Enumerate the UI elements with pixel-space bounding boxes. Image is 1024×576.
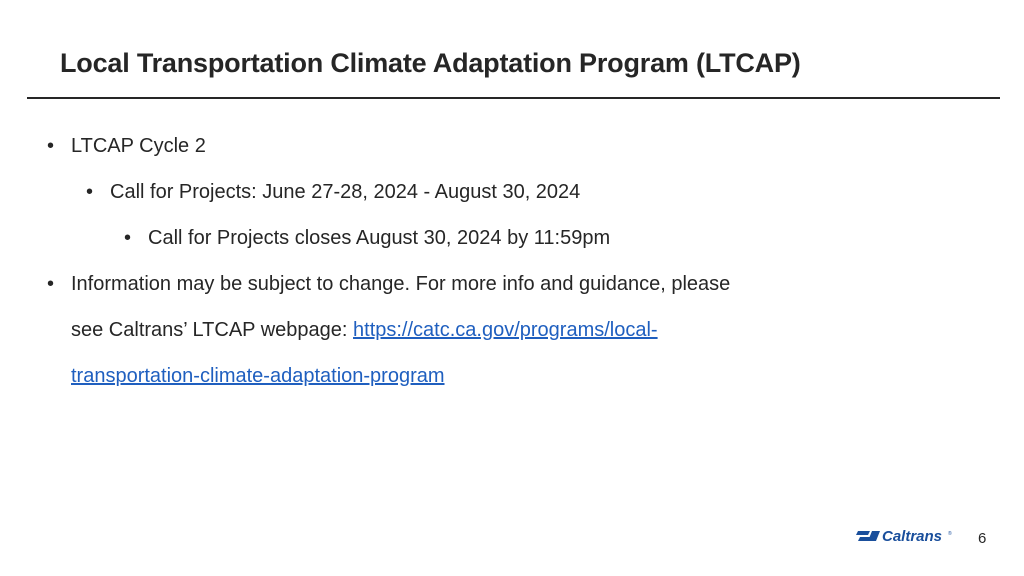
caltrans-logo-wordmark: Caltrans <box>882 528 943 545</box>
ltcap-webpage-link-continued[interactable]: transportation-climate-adaptation-program <box>71 365 445 387</box>
caltrans-logo-trademark: ® <box>948 531 952 537</box>
bullet-text-closes: Call for Projects closes August 30, 2024 by 11:59pm <box>148 227 611 249</box>
caltrans-logo-mark <box>856 531 880 541</box>
bullet-dot: • <box>124 227 132 249</box>
title-divider <box>27 97 1000 99</box>
webpage-prefix-text: see Caltrans’ LTCAP webpage: <box>71 319 354 341</box>
bullet-text-information: Information may be subject to change. For more info and guidance, please <box>71 273 731 295</box>
bullet-item-information <box>47 261 731 307</box>
bullet-continuation-line <box>71 307 658 353</box>
bullet-dot: • <box>86 181 94 203</box>
page-number: 6 <box>978 530 987 547</box>
bullet-dot: • <box>47 135 55 157</box>
bullet-continuation-line-2 <box>71 353 445 399</box>
bullet-item-closes <box>124 215 611 261</box>
slide-title: Local Transportation Climate Adaptation Program (LTCAP) <box>60 48 801 78</box>
caltrans-logo <box>856 527 956 545</box>
bullet-dot: • <box>47 273 55 295</box>
ltcap-webpage-link[interactable]: https://catc.ca.gov/programs/local- <box>353 319 658 341</box>
bullet-item-cycle <box>47 123 206 169</box>
bullet-item-call-for-projects <box>86 169 581 215</box>
bullet-text-call-for-projects: Call for Projects: June 27-28, 2024 - August 30, 2024 <box>110 181 581 203</box>
bullet-text-cycle: LTCAP Cycle 2 <box>71 135 206 157</box>
